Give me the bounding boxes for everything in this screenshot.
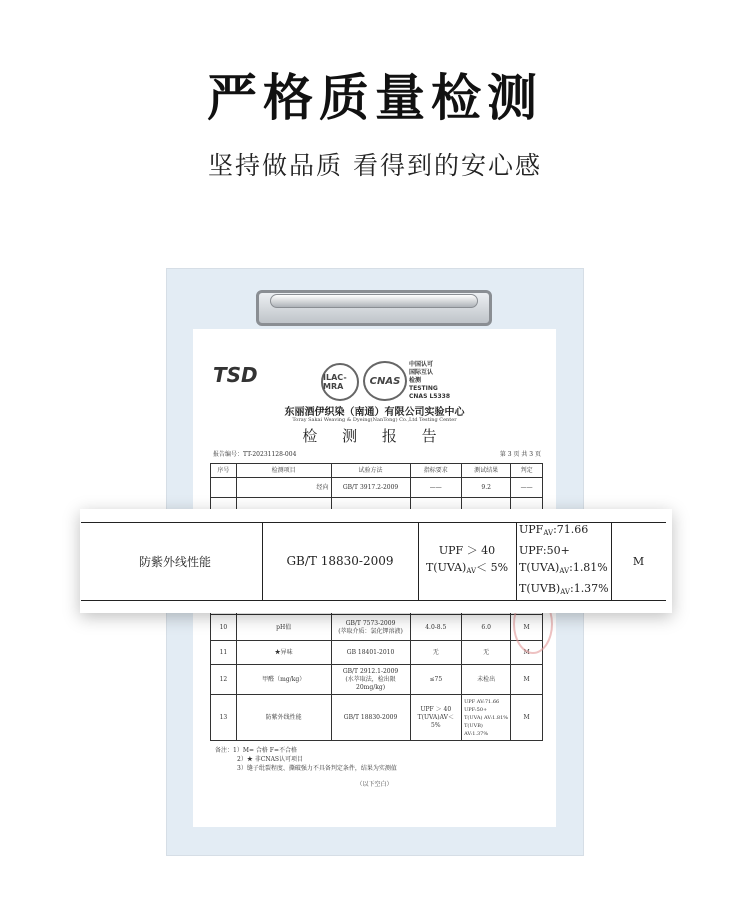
report-notes: [215, 746, 397, 773]
report-title: 检 测 报 告: [302, 427, 447, 445]
table-cell: UPF ＞ 40 T(UVA)AV＜ 5%: [410, 695, 462, 741]
zoomed-uv-row: [80, 509, 672, 613]
table-cell: 13: [211, 695, 237, 741]
result-line: UPF:50+: [519, 544, 570, 557]
note-line: 3）缝子纰裂程度、撕破强力不具备判定条件，结果为实测值: [237, 765, 397, 772]
table-header-row: [211, 464, 543, 478]
table-cell: 10: [211, 615, 237, 641]
report-number: 报告编号：TT-20231128-004: [213, 451, 297, 458]
col-header: 测试结果: [462, 464, 511, 478]
page-number: 第 3 页 共 3 页: [499, 451, 541, 458]
table-cell: 6.0: [462, 615, 511, 641]
table-cell: 12: [211, 665, 237, 695]
clipboard-clip-bar: [270, 294, 478, 308]
table-cell: ——: [410, 478, 462, 498]
zoom-method: GB/T 18830-2009: [286, 554, 394, 568]
lab-name: 东丽酒伊织染（南通）有限公司实验中心: [284, 407, 465, 418]
table-row: [211, 665, 543, 695]
table-cell: M: [511, 665, 543, 695]
accreditation-text: 中国认可 国际互认 检测 TESTING CNAS L5338: [409, 361, 451, 400]
table-cell: 11: [211, 641, 237, 665]
table-cell: 无: [462, 641, 511, 665]
table-row: [211, 478, 543, 498]
table-cell: 经向: [236, 478, 331, 498]
table-cell: UPF AV:71.66 UPF:50+ T(UVA) AV:1.81% T(UVB) AV:1.37%: [462, 695, 511, 741]
table-cell: M: [511, 695, 543, 741]
col-header: 序号: [211, 464, 237, 478]
table-cell: M: [511, 641, 543, 665]
table-cell: 9.2: [462, 478, 511, 498]
col-header: 指标要求: [410, 464, 462, 478]
table-cell: 4.0-8.5: [410, 615, 462, 641]
col-header: 检测项目: [236, 464, 331, 478]
table-cell: GB/T 3917.2-2009: [331, 478, 410, 498]
table-row: [211, 641, 543, 665]
zoom-result: [516, 522, 611, 600]
note-line: 备注：1）M= 合格 F=不合格: [215, 747, 297, 754]
table-row: [211, 695, 543, 741]
result-line: $T(UVB)_{AV}:1.37\%$: [519, 582, 609, 596]
page-title: 严格质量检测: [207, 69, 543, 127]
req-line: $T(UVA)_{AV}< 5\%$: [425, 561, 509, 575]
zoom-judge: M: [632, 554, 645, 568]
ilac-mra-seal: ILAC-MRA: [321, 363, 359, 401]
col-header: 判定: [511, 464, 543, 478]
col-header: 试验方法: [331, 464, 410, 478]
result-line: $UPF_{AV}:71.66$: [519, 523, 589, 537]
tsd-logo: TSD: [213, 363, 258, 387]
table-cell: 无: [410, 641, 462, 665]
table-cell: 甲醛（mg/kg）: [236, 665, 331, 695]
table-cell: GB/T 7573-2009 (萃取介质：氯化钾溶液): [331, 615, 410, 641]
table-cell: 未检出: [462, 665, 511, 695]
result-line: $T(UVA)_{AV}:1.81\%$: [519, 561, 608, 575]
table-cell: GB 18401-2010: [331, 641, 410, 665]
table-cell: 防紫外线性能: [236, 695, 331, 741]
table-cell: M: [511, 615, 543, 641]
zoom-item: 防紫外线性能: [138, 554, 211, 569]
table-cell: GB/T 2912.1-2009 (水萃取法，检出限 20mg/kg): [331, 665, 410, 695]
zoom-requirement: [418, 522, 516, 600]
lab-name-en: Toray Sakai Weaving & Dyeing(NanTong) Co.,Ltd Testing Center: [292, 417, 457, 423]
table-cell: ——: [511, 478, 543, 498]
table-cell: ★异味: [236, 641, 331, 665]
table-cell: pH值: [236, 615, 331, 641]
page-subtitle: 坚持做品质 看得到的安心感: [208, 151, 542, 180]
blank-below-note: （以下空白）: [356, 781, 393, 788]
table-cell: ≤75: [410, 665, 462, 695]
table-row: [211, 615, 543, 641]
table-cell: [211, 478, 237, 498]
cnas-seal: CNAS: [363, 361, 407, 401]
table-cell: GB/T 18830-2009: [331, 695, 410, 741]
note-line: 2）★ 非CNAS认可项目: [237, 756, 304, 763]
req-line: UPF ＞ 40: [438, 544, 496, 557]
